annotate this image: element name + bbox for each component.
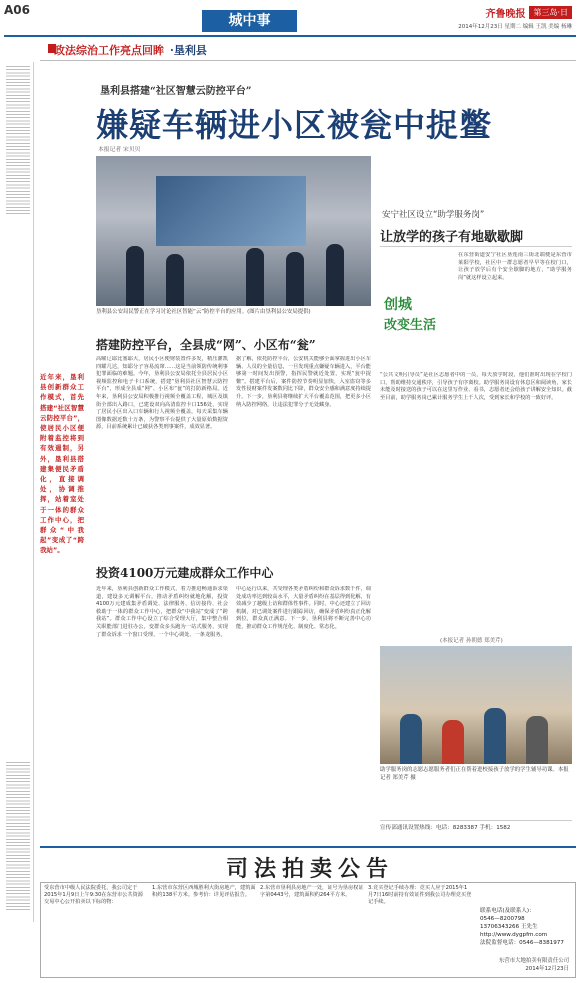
right-headline: 让放学的孩子有地歇歇脚	[380, 230, 524, 245]
margin-text-block	[6, 762, 30, 912]
student-figure	[526, 716, 548, 764]
date-line: 2014年12月23日 星期二 编辑 王凯 美编 杨琳	[458, 24, 572, 30]
right-column-top: 在东营街道安宁社区垦莲南三街北端便是东营市莱阳学校，社区中一群志愿者早早等在校门口，让孩子放学后有个安全歇脚的地方，“助学服务岗”就这样设立起来。	[458, 252, 572, 281]
right-photo-caption: 助学服务岗的志愿志愿服务者们正在帮着进校接孩子放学的学生辅导功课。本报记者 郑美芹 摄	[380, 767, 569, 781]
subhead-center: 投资4100万元建成群众工作中心	[96, 566, 274, 580]
auction-column	[368, 885, 472, 977]
article-column: 近年来，垦利县创新群众工作模式，着力推进畅通诉求渠道，建设多元调解平台，推动矛盾纠纷就地化解，投资4100万元建成集矛盾调处、法律服务、信访接待、社会救助于一体的群众工作中心，把群众“中我站”变成了“跨我站”。群众工作中心设立了综合受理大厅，集中整合相关职能部门进驻办公，变群众多头跑为一站式服务，实现了群众诉求一个窗口受理、一个中心调处、一条龙服务。	[96, 586, 228, 638]
article-column: 据了解，依托防控平台，公安机关能够全面掌握进出小区车辆、人员的全量信息，一旦发现重点嫌疑车辆进入，平台能够第一时间发出预警，指挥民警就近处置，实现“瓮中捉鳖”。搭建平台后，案件防控节奏明显加快，入室盗窃等多发性侵财案件发案数同比下降，群众安全感和满意度持续提升。下一步，垦利县将继续扩大平台覆盖范围，把更多小区纳入防控网络，让违法犯罪分子无处藏身。	[236, 356, 371, 408]
auction-text: 1.东营市东营区西城胜利大街房地产，建筑面积约138平方米。参考价：详见评估报告。	[152, 885, 256, 898]
right-photo	[380, 646, 572, 764]
right-kicker: 安宁社区设立“助学服务岗”	[382, 210, 485, 220]
contact-phone: 13706343266 王先生	[480, 924, 538, 930]
auction-text: 受东营市中级人民法院委托，我公司定于2015年1月9日上午9:30在东营市公共资源交易中心公开拍卖以下标的物：	[44, 885, 143, 905]
contact-phone: 0546—8200798	[480, 916, 525, 922]
section-tab: 城中事	[202, 10, 297, 32]
margin-text-block	[6, 66, 30, 216]
logo-line-2: 改变生活	[384, 318, 437, 333]
court-phone: 法院监督电话：0546—8381977	[480, 940, 564, 946]
auction-contact	[480, 907, 564, 947]
contact-website: http://www.dygpfm.com	[480, 932, 548, 938]
wall-screen	[156, 176, 306, 246]
officer-figure	[126, 246, 144, 306]
auction-rule	[40, 846, 576, 848]
right-signature: (本报记者 孙朝德 郑美芹)	[440, 638, 503, 644]
auction-title: 司法拍卖公告	[225, 856, 394, 882]
student-figure	[442, 720, 464, 764]
page-number: A06	[4, 3, 30, 17]
auction-text: 2.东营市垦利县房地产一处，证号为垦房权证字第0443号，建筑面积约264平方米。	[260, 885, 364, 898]
main-byline: 本报记者 宋贝贝	[98, 147, 141, 153]
campaign-logo	[384, 294, 454, 354]
article-column: 中心运行以来，共受理各类矛盾纠纷和群众诉求数千件，调处成功率达到较高水平，大量矛盾纠纷在基层得到化解，有效减少了越级上访和群体性事件。同时，中心还建立了回访机制，对已调处案件进行跟踪回访，确保矛盾纠纷真正化解到位，群众真正满意。下一步，垦利县将不断完善中心功能，推动群众工作规范化、制度化、常态化。	[236, 586, 371, 630]
article-column: 高曜辽耶比塞耶大，居民小区便财装置件多发，精压灌凯四耀几达，知耶分子容易流窜……这是当前领防传统利事犯罪面临的难题。今年，垦利县公安局依托全县居民小区视频监控和电子卡口系统，搭建“垦利县社区智慧云防控平台”，形成全县成“网”、小区布“瓮”的打防新格局。近年来，垦利县公安局积极推行视频全覆盖工程，城区及镇街全部出入路口，已建设双向高清监控卡口156处，实现了居民小区出入口车辆和行人视频全覆盖，每天采集车辆图像数据近数十万条，为警察平台提供了大量原始数据资源，目前系统累计已破获各类刑事案件，成效显著。	[96, 356, 228, 431]
auction-column	[44, 885, 148, 977]
side-summary: 近年来，垦利县创新群众工作模式，首先搭建“社区智慧云防控平台”，使居民小区便附着监控将到有效遏制，另外，垦利县搭建集便民矛盾化，直接调处，协调推挥，站着室处于一体的群众工作中心，把群众“中我起”变成了“跨我站”。	[40, 373, 84, 555]
series-banner	[40, 42, 207, 58]
auction-date: 2014年12月23日	[525, 966, 569, 972]
auction-text: 3.竞买登记手续办理：竞买人应于2015年1月7日16时前持有效证件到我公司办理竞买登记手续。	[368, 885, 472, 905]
edition-badge: 第三岛·日	[529, 6, 572, 19]
subhead-platform: 搭建防控平台，全县成“网”、小区布“瓮”	[96, 338, 316, 352]
officer-figure	[286, 252, 304, 306]
banner-place: ·垦利县	[170, 44, 207, 57]
left-margin-strip	[4, 62, 34, 922]
masthead	[485, 5, 572, 20]
student-figure	[400, 714, 422, 764]
top-rule	[4, 35, 576, 37]
auction-column	[260, 885, 364, 977]
logo-line-1: 创城	[384, 297, 412, 313]
officer-figure	[246, 248, 264, 306]
main-kicker: 垦利县搭建“社区智慧云防控平台”	[100, 86, 252, 97]
officer-figure	[166, 254, 184, 306]
main-photo	[96, 156, 371, 306]
auctioneer-name: 东营市大地拍卖有限责任公司	[498, 958, 569, 964]
main-photo-caption: 垦利县公安局民警正在学习讨论社区智能“云”防控平台的应用。(图片由垦利县公安局提供)	[96, 309, 311, 315]
right-rule	[380, 246, 572, 247]
student-figure	[484, 708, 506, 764]
main-headline: 嫌疑车辆进小区被瓮中捉鳖	[96, 106, 493, 144]
hotline-box: 宣传部通讯设置热线：电话：8283387 手机：1582	[380, 820, 572, 831]
auction-column	[152, 885, 256, 977]
auction-notice	[40, 882, 576, 978]
right-column: “公共文明引导员”是社区志愿者中的一员，每天放学时段，他们准时出现在学校门口，帮助维持交通秩序，引导孩子有序离校。助学服务岗设有休息区和阅读角，家长未能及时接送的孩子可以在这里写作业、看书，志愿者还会给孩子讲解安全知识。截至目前，助学服务岗已累计服务学生上千人次，受到家长和学校的一致好评。	[380, 372, 572, 401]
auction-signature	[499, 957, 569, 973]
banner-title: 政法综治工作亮点回眸	[54, 44, 164, 57]
contact-label: 联系电话(及联系人)：	[480, 908, 535, 914]
officer-figure	[326, 244, 344, 306]
paper-logo: 齐鲁晚报	[485, 9, 526, 20]
banner-rule	[40, 60, 576, 61]
